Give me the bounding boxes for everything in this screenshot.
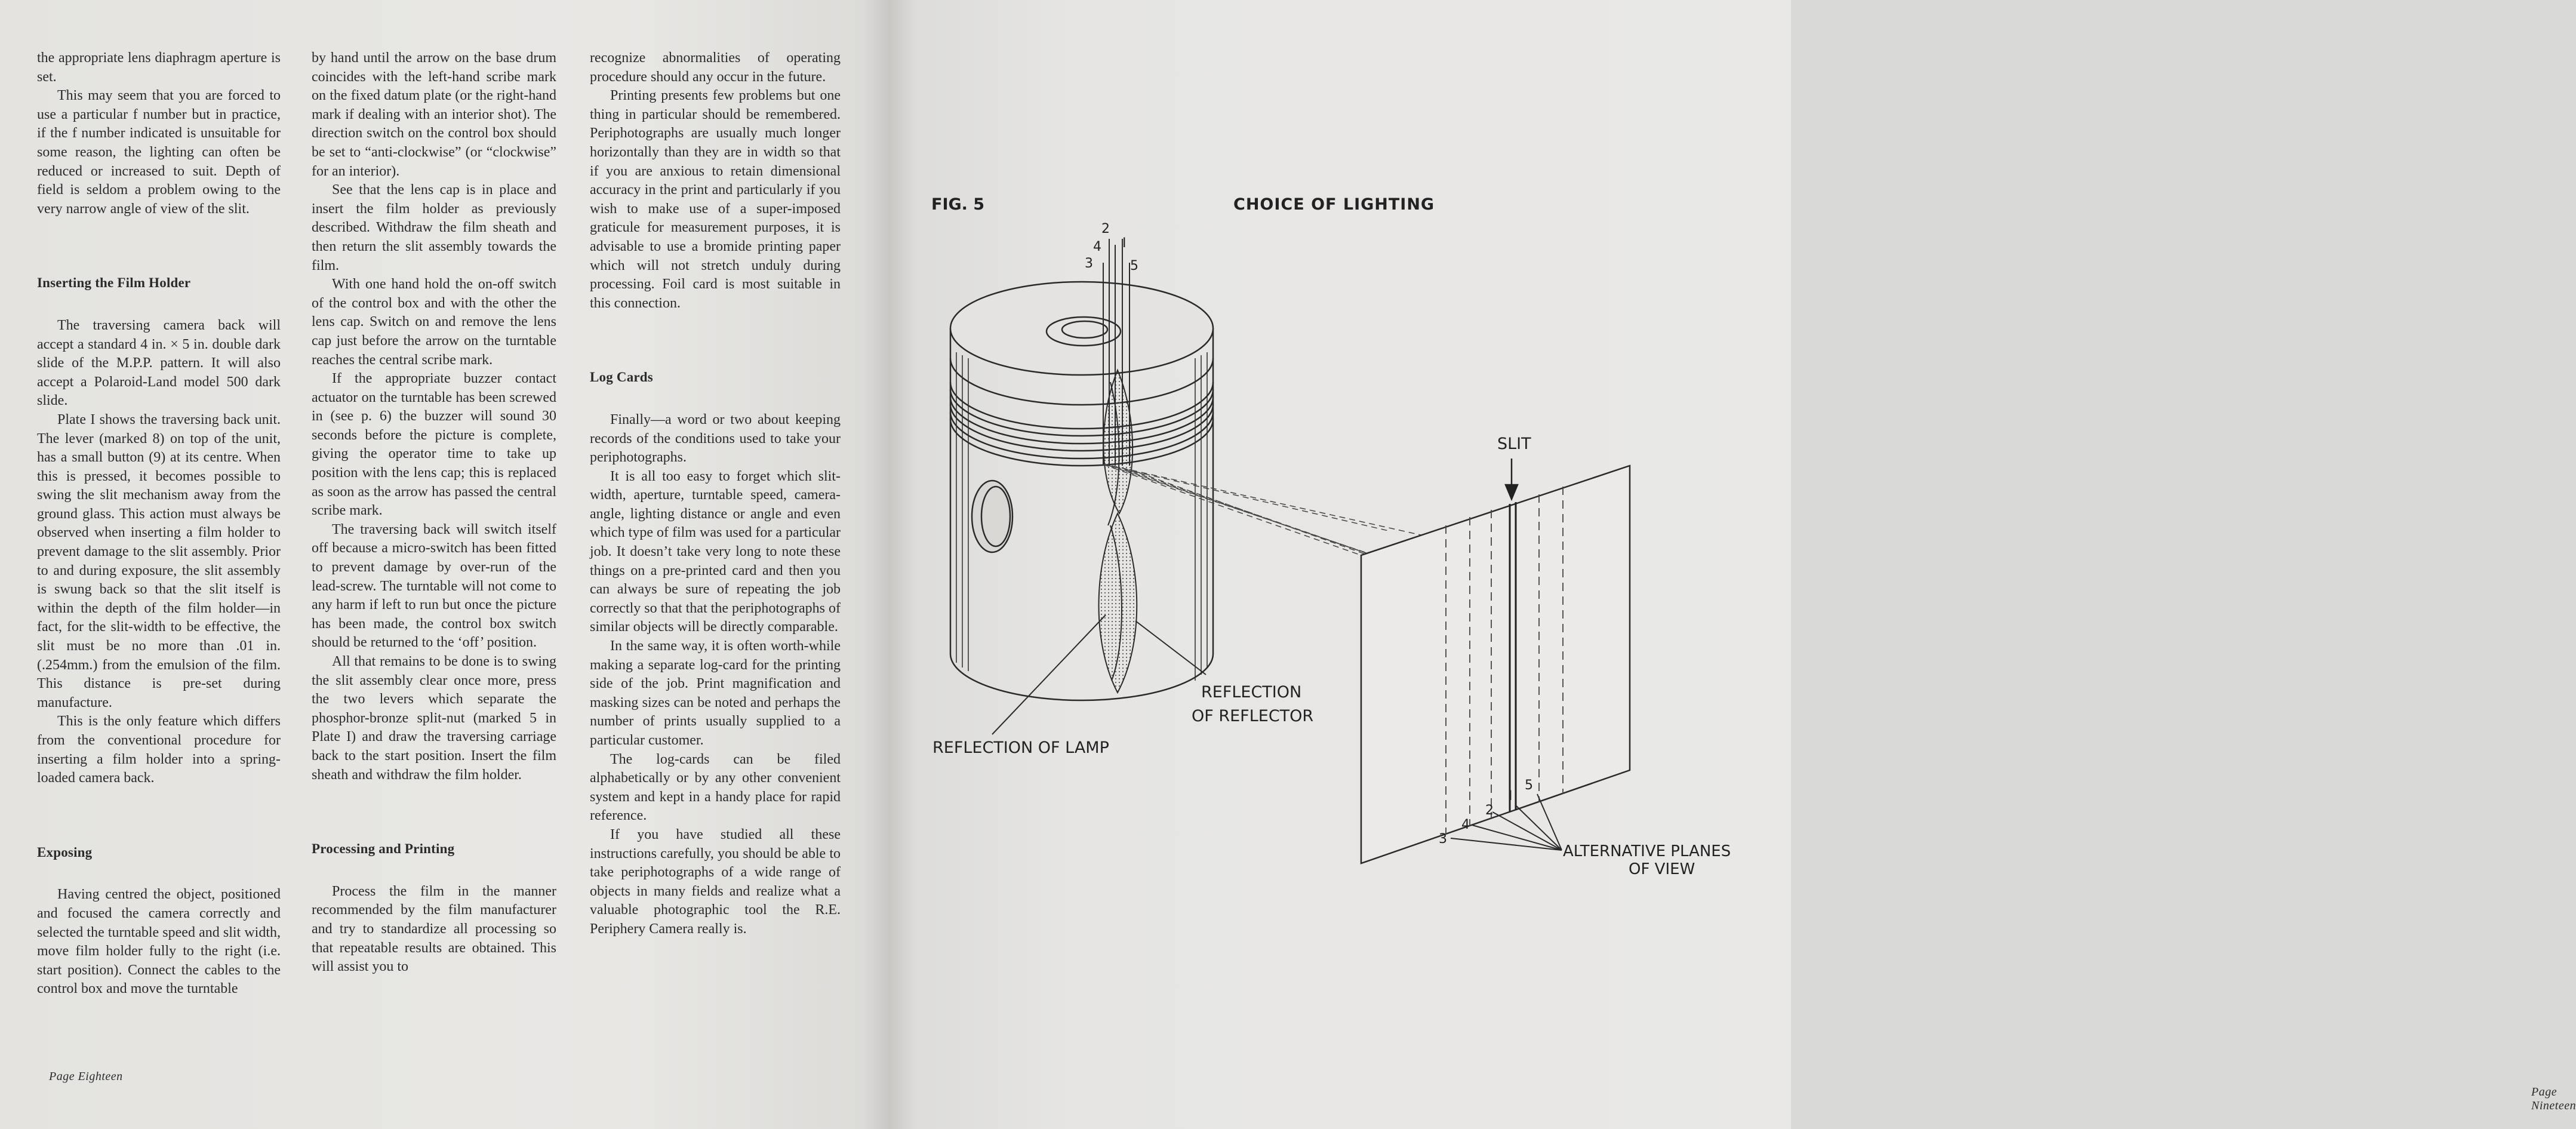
section-heading-log-cards: Log Cards [590,370,653,385]
paragraph: Plate I shows the traversing back unit. The lever (marked 8) on top of the unit, has a small button (9) at its centre. When this is pressed, it becomes possible to swing the slit mechanism away from the ground glass. This action must always be observed when inserting a film holder to prevent damage to the slit assembly. Prior to and during exposure, the slit assembly is swung back so that the slit itself is within the depth of the film holder—in fact, for the slit-width to be effective, the slit must be no more than .01 in. (.254mm.) from the emulsion of the film. This distance is pre-set during manufacture. [37,411,281,710]
paragraph: This is the only feature which differs from the conventional procedure for inserting a film holder into a spring-loaded camera back. [37,713,281,786]
paragraph: This may seem that you are forced to use a particular f number but in practice, if the f number indicated is unsuitable for some reason, the lighting can often be reduced or increased to suit. Depth of field is seldom a problem owing to the very narrow angle of view of the slit. [37,88,281,217]
label-reflection: REFLECTION [1201,683,1302,702]
number-label: I [1509,789,1513,804]
reflection-shapes [1099,370,1137,693]
paragraph: If you have studied all these instructions carefully, you should be able to take periphotographs of a wide range of objects in many fields and realize what a valuable photographic tool the R.E. Periphery Camera really is. [590,826,841,937]
page-number-left: Page Eighteen [49,1070,123,1083]
paragraph: With one hand hold the on-off switch of the control box and with the other the lens cap. Switch on and remove the lens cap just before the arrow on the turntable reaches the central scribe mark. [312,276,556,368]
paragraph: In the same way, it is often worth-while making a separate log-card for the printing side of the job. Print magnification and masking sizes can be noted and perhaps the number of prints usually supplied to a particular customer. [590,638,841,748]
paragraph: recognize abnormalities of operating procedure should any occur in the future. [590,50,841,85]
section-heading-exposing: Exposing [37,844,93,860]
image-plane [1361,466,1630,863]
label-reflection-of-lamp: REFLECTION OF LAMP [932,739,1109,757]
slit-label: SLIT [1497,435,1531,453]
paragraph: All that remains to be done is to swing the slit assembly clear once more, press the two levers which separate the phosphor-bronze split-nut (marked 5 in Plate I) and draw the traversing carriage back to the start position. Insert the film sheath and withdraw the film holder. [312,654,556,783]
paragraph: by hand until the arrow on the base drum coincides with the left-hand scribe mark on the fixed datum plate (or the right-hand mark if dealing with an interior shot). The direction switch on the control box should be set to “anti-clockwise” (or “clockwise” for an interior). [312,50,556,179]
figure-number-label: FIG. 5 [931,195,985,214]
top-sight-numbers [1085,222,1138,273]
number-label: 2 [1101,222,1110,236]
number-label: 4 [1461,817,1470,832]
slit-arrow-icon [1506,459,1518,499]
number-label: 5 [1525,778,1533,793]
paragraph: Printing presents few problems but one thing in particular should be remembered. Periphotographs are usually much longer horizontally than they are in width so that if you are anxious to retain dimensional accuracy in the print and particularly if you wish to make use of a super-imposed graticule for measurement purposes, it is advisable to use a bromide printing paper which will not stretch unduly during processing. Foil card is most suitable in this connection. [590,88,841,311]
paragraph: It is all too easy to forget which slit-width, aperture, turntable speed, camera-angle, lighting distance or angle and even which type of film was used for a particular job. It doesn’t take very long to note these things on a pre-printed card and then you can always be sure of repeating the job correctly so that that the periphotographs of similar objects will be directly comparable. [590,468,841,635]
label-of-view: OF VIEW [1629,860,1695,878]
page-number-right: Page Nineteen [2531,1085,2576,1112]
paragraph: The traversing back will switch itself off because a micro-switch has been fitted to prevent damage by over-run of the lead-screw. The turntable will not come to any harm if left to run but once the picture has been made, the control box switch should be returned to the ‘off’ position. [312,521,556,651]
paragraph: If the appropriate buzzer contact actuator on the turntable has been screwed in (see p. 6) the buzzer will sound 30 seconds before the picture is complete, giving the operator time to take up position with the lens cap; this is replaced as soon as the arrow has passed the central scribe mark. [312,371,556,519]
paragraph: the appropriate lens diaphragm aperture is set. [37,50,281,85]
number-label: I [1122,236,1127,251]
label-alternative-planes: ALTERNATIVE PLANES [1563,842,1731,860]
paragraph: The log-cards can be filed alphabetically or by any other convenient system and kept in a handy place for rapid reference. [590,751,841,824]
paragraph: Process the film in the manner recommended by the film manufacturer and try to standardize all processing so that repeatable results are obtained. This will assist you to [312,883,556,975]
paragraph: The traversing camera back will accept a standard 4 in. × 5 in. double dark slide of the M.P.P. pattern. It will also accept a Polaroid-Land model 500 dark slide. [37,317,281,409]
section-heading-inserting: Inserting the Film Holder [37,275,191,291]
number-label: 3 [1085,256,1093,271]
piston-cylinder [950,282,1213,700]
paragraph: See that the lens cap is in place and insert the film holder as previously described. Withdraw the film sheath and then return the slit assembly towards the film. [312,182,556,273]
figure-title: CHOICE OF LIGHTING [1233,195,1435,214]
number-label: 4 [1093,239,1101,254]
leader-lines [992,615,1206,734]
section-heading-processing: Processing and Printing [312,841,455,857]
paragraph: Having centred the object, positioned and focused the camera correctly and selected the turntable speed and slit width, move film holder fully to the right (i.e. start position). Connect the cables to the control box and move the turntable [37,887,281,997]
number-label: 2 [1485,803,1494,818]
label-of-reflector: OF REFLECTOR [1192,707,1314,725]
paragraph: Finally—a word or two about keeping records of the conditions used to take your periphotographs. [590,411,841,466]
number-label: 5 [1130,259,1138,273]
number-label: 3 [1439,832,1447,847]
